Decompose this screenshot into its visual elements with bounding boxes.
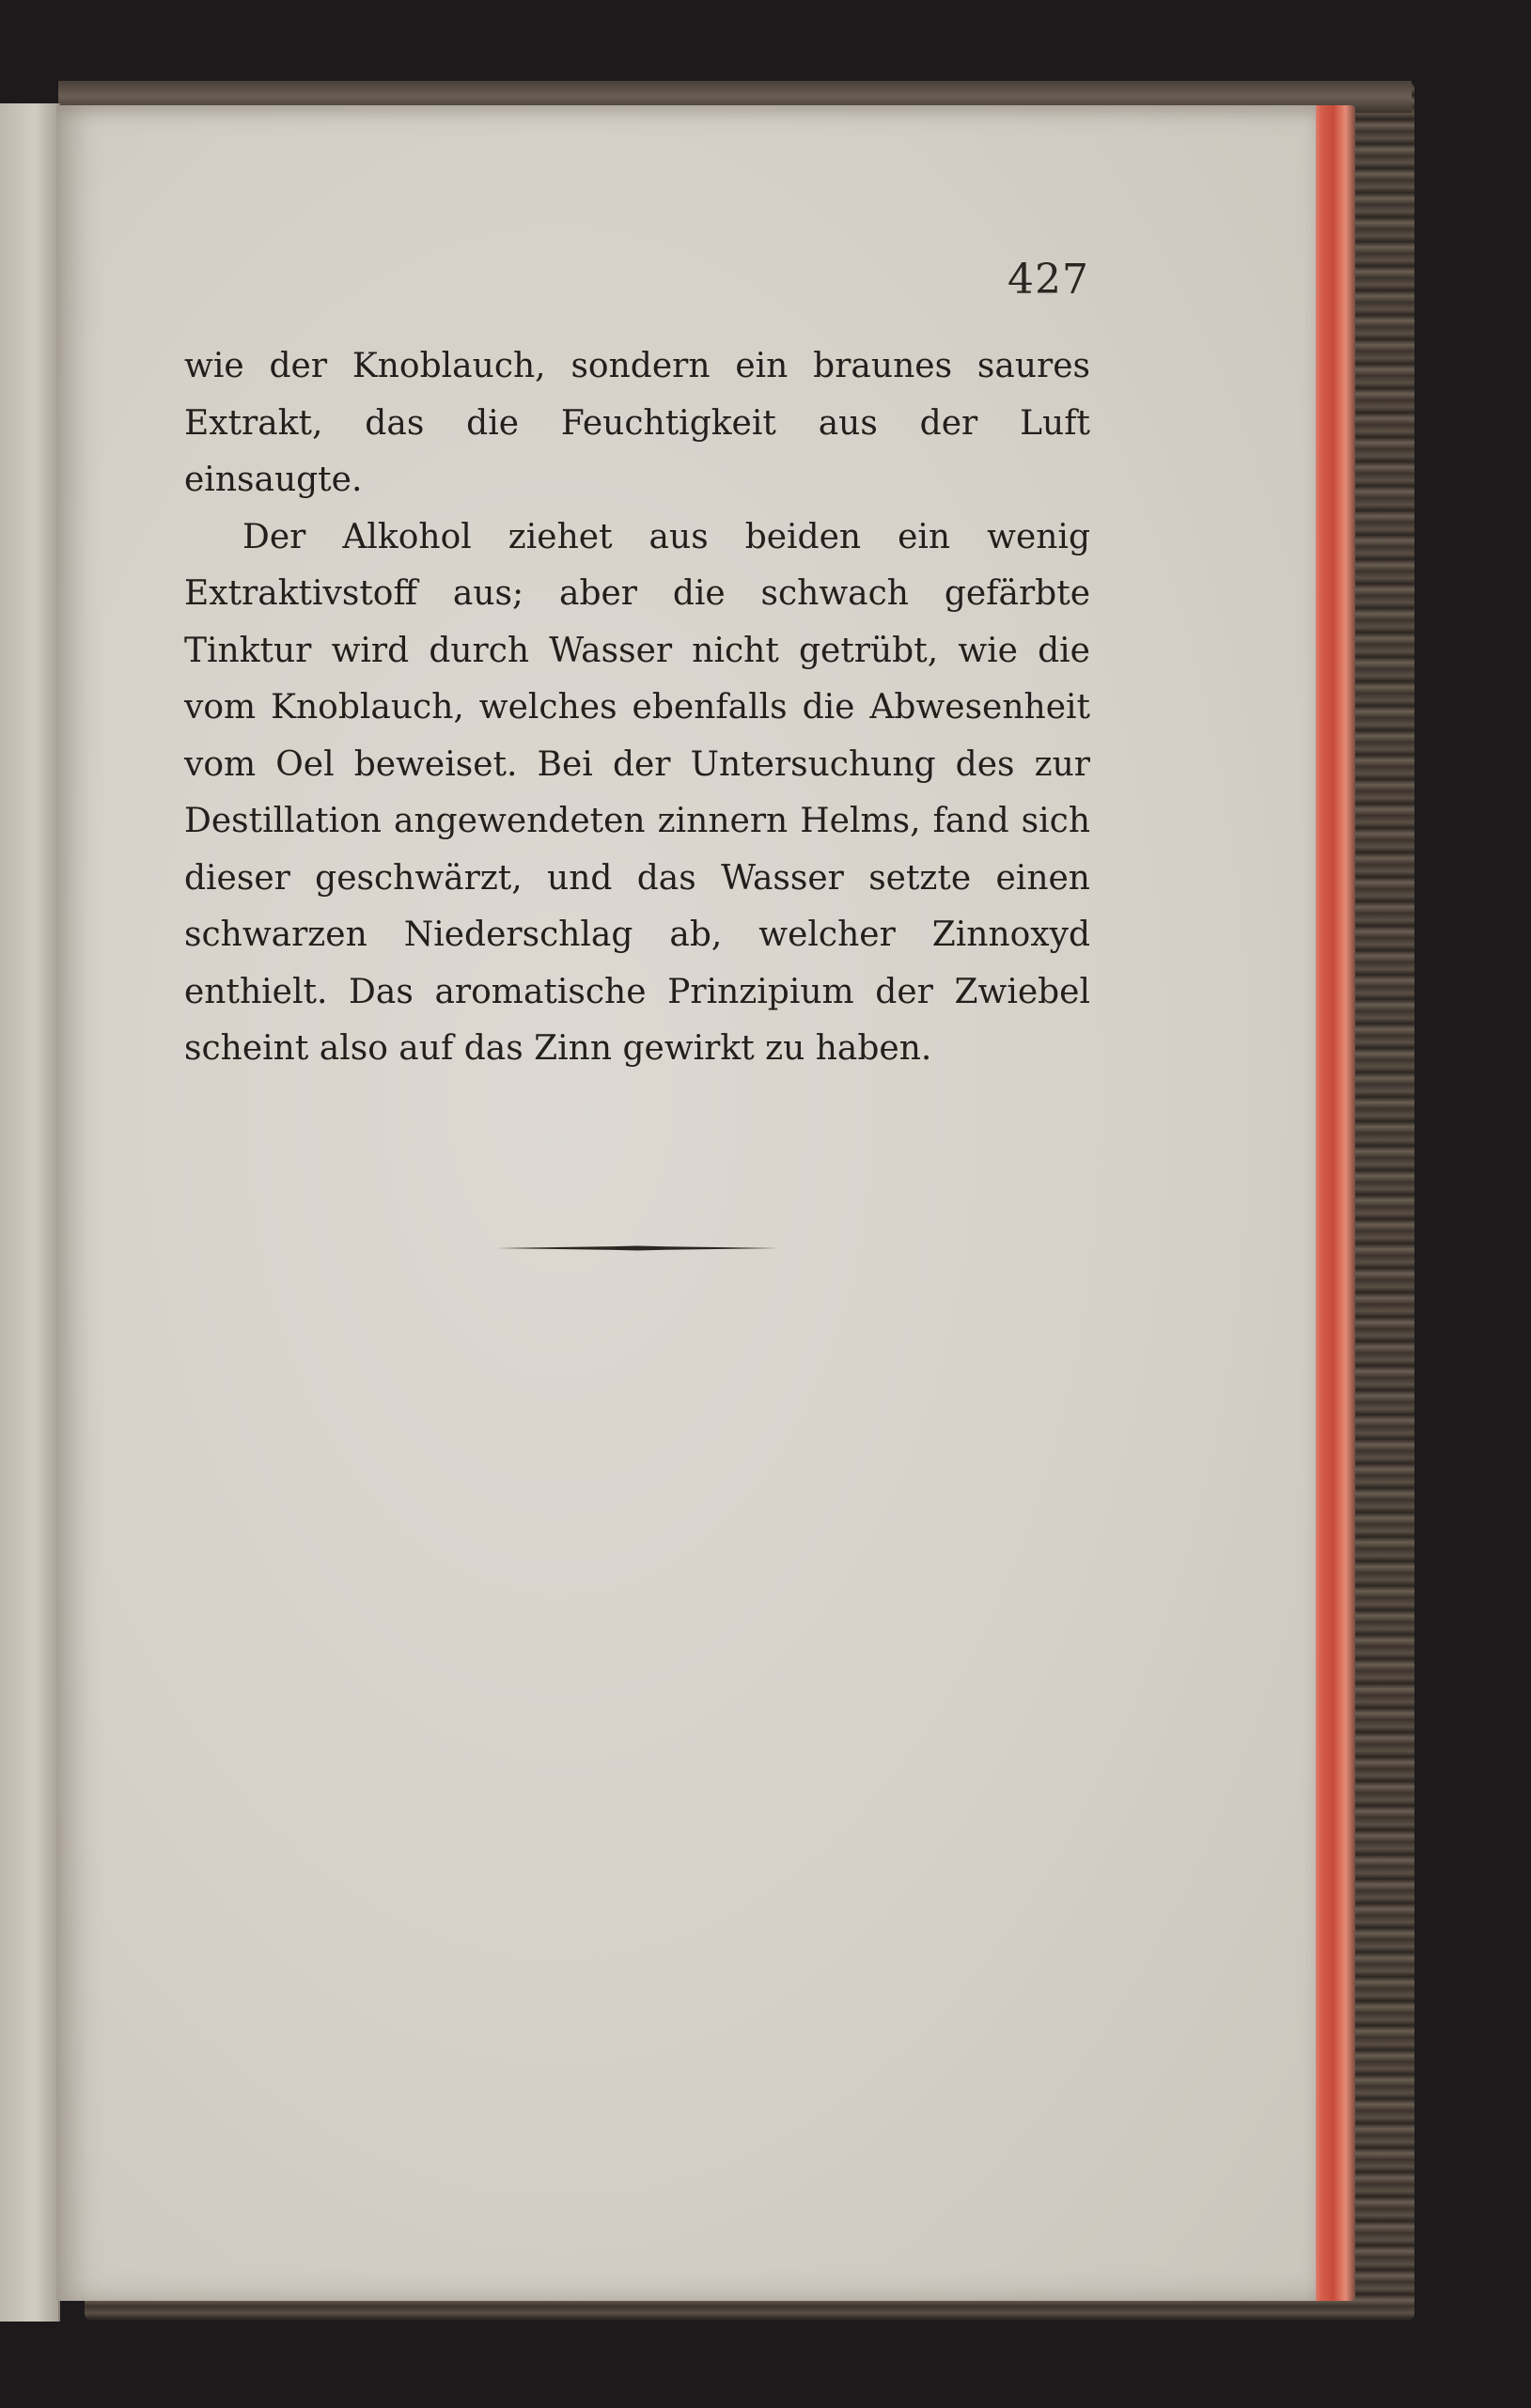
section-divider-rule <box>496 1244 778 1252</box>
page-body-text <box>184 338 1090 1078</box>
page-number: 427 <box>1008 256 1089 304</box>
facing-page-edge <box>0 103 60 2322</box>
paragraph-alkohol: Der Alkohol ziehet aus beiden ein wenig Extraktivstoff aus; aber die schwach gefärbte Tinktur wird durch Wasser nicht getrübt, wie die vom Knoblauch, welches ebenfalls die Abwesenheit vom Oel beweiset. Bei der Untersuchung des zur Destillation angewendeten zinnern Helms, fand sich dieser geschwärzt, und das Wasser setzte einen schwarzen Niederschlag ab, welcher Zinnoxyd enthielt. Das aromatische Prinzipium der Zwiebel scheint also auf das Zinn gewirkt zu haben. <box>184 517 1090 1068</box>
paragraph-continuation: wie der Knoblauch, sondern ein braunes saures Extrakt, das die Feuchtigkeit aus der Luft einsaugte. <box>184 347 1090 499</box>
